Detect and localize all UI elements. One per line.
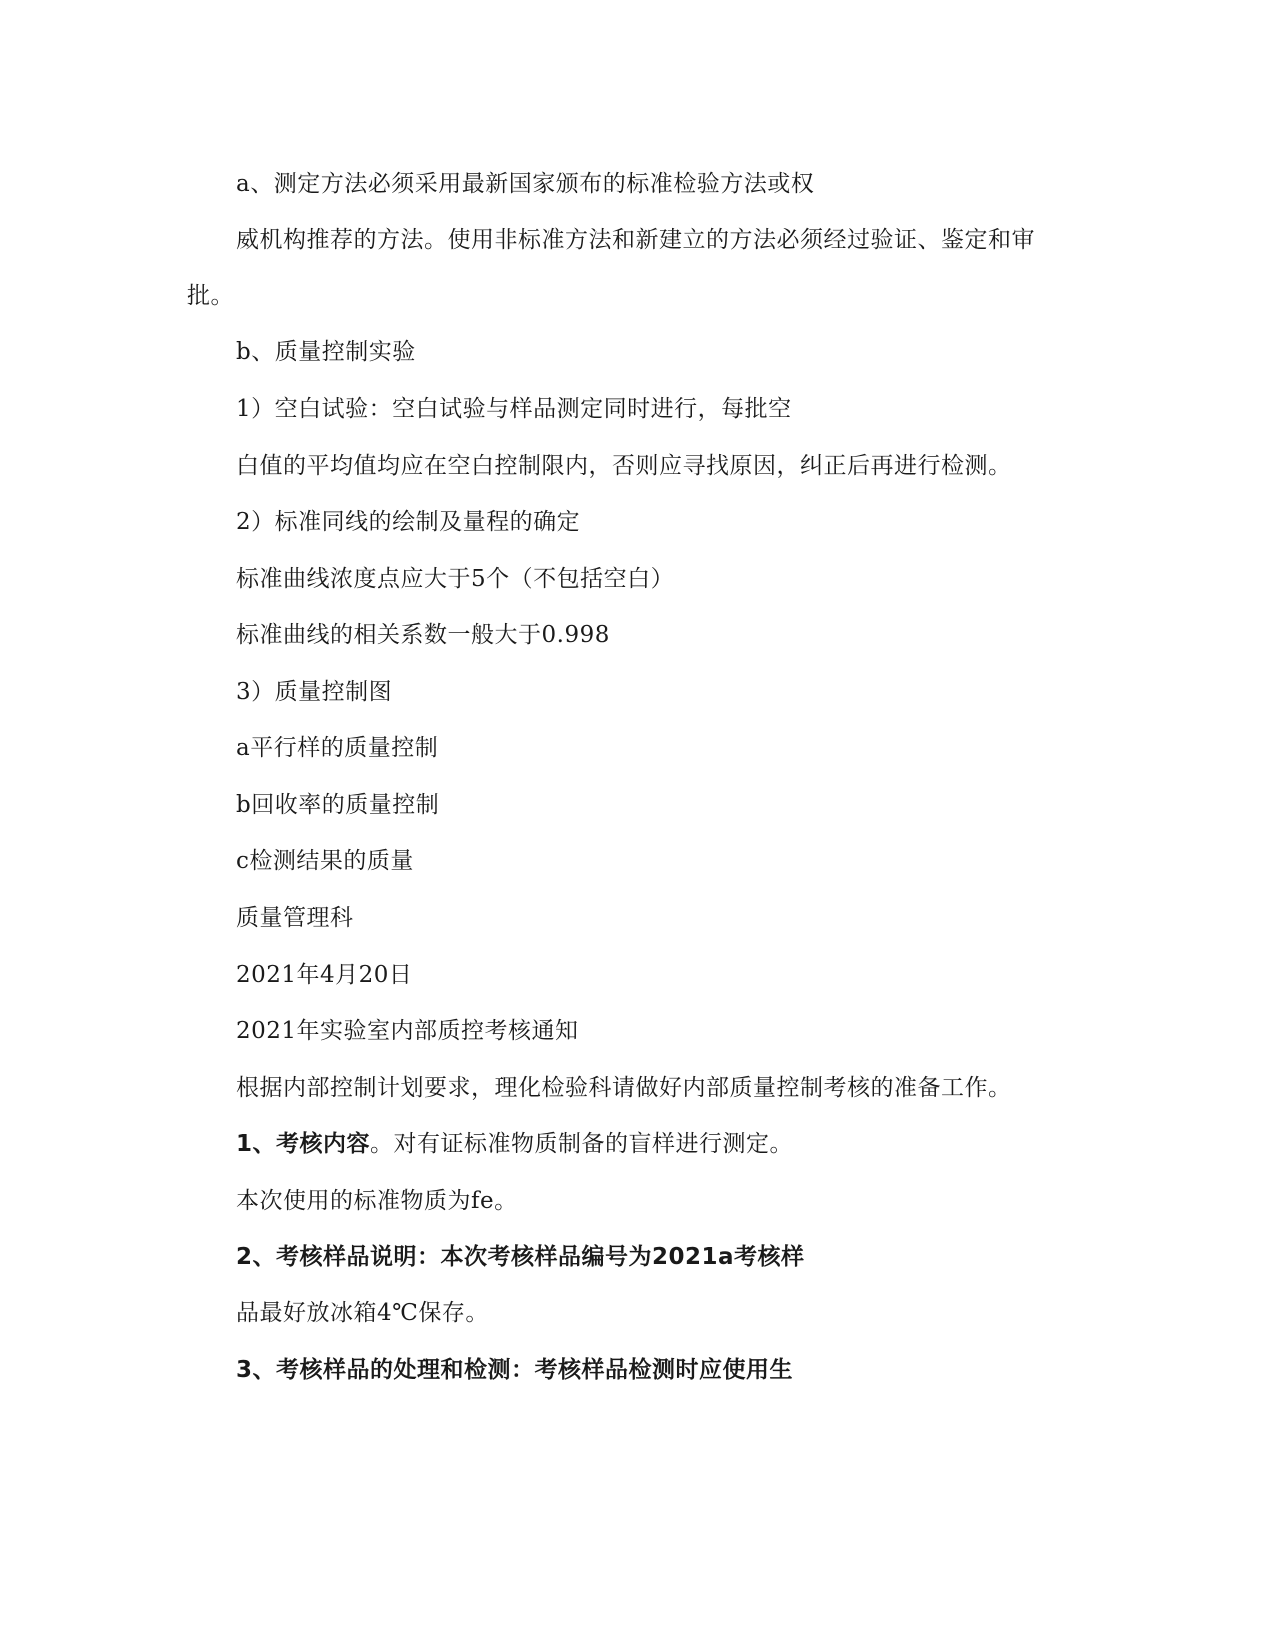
notice-title: 2021年实验室内部质控考核通知 bbox=[236, 1018, 579, 1044]
paragraph-line: a、测定方法必须采用最新国家颁布的标准检验方法或权 bbox=[236, 171, 815, 197]
section-heading: b、质量控制实验 bbox=[236, 339, 416, 365]
paragraph-line: 标准曲线的相关系数一般大于0.998 bbox=[236, 622, 610, 648]
paragraph-line: 批。 bbox=[187, 283, 234, 309]
paragraph-line: 3）质量控制图 bbox=[236, 679, 393, 705]
paragraph-line: 白值的平均值均应在空白控制限内，否则应寻找原因，纠正后再进行检测。 bbox=[236, 453, 1012, 479]
signature-department: 质量管理科 bbox=[236, 905, 354, 931]
paragraph-line: 根据内部控制计划要求，理化检验科请做好内部质量控制考核的准备工作。 bbox=[236, 1075, 1012, 1101]
paragraph-line: 品最好放冰箱4℃保存。 bbox=[236, 1300, 489, 1326]
signature-date: 2021年4月20日 bbox=[236, 962, 413, 988]
paragraph-line: 2）标准同线的绘制及量程的确定 bbox=[236, 509, 581, 535]
bold-heading: 2、考核样品说明：本次考核样品编号为2021a考核样 bbox=[236, 1244, 805, 1270]
paragraph-line: 威机构推荐的方法。使用非标准方法和新建立的方法必须经过验证、鉴定和审 bbox=[236, 227, 1035, 253]
bold-heading: 1、考核内容 bbox=[236, 1131, 371, 1157]
bold-heading: 3、考核样品的处理和检测：考核样品检测时应使用生 bbox=[236, 1357, 794, 1383]
list-item: c检测结果的质量 bbox=[236, 848, 414, 874]
list-item: a平行样的质量控制 bbox=[236, 735, 439, 761]
paragraph-line: 本次使用的标准物质为fe。 bbox=[236, 1188, 518, 1214]
paragraph-line: 标准曲线浓度点应大于5个（不包括空白） bbox=[236, 566, 675, 592]
paragraph-line bbox=[236, 1129, 793, 1159]
list-item: b回收率的质量控制 bbox=[236, 792, 440, 818]
paragraph-text: 。对有证标准物质制备的盲样进行测定。 bbox=[370, 1131, 794, 1157]
paragraph-line: 1）空白试验：空白试验与样品测定同时进行，每批空 bbox=[236, 396, 792, 422]
